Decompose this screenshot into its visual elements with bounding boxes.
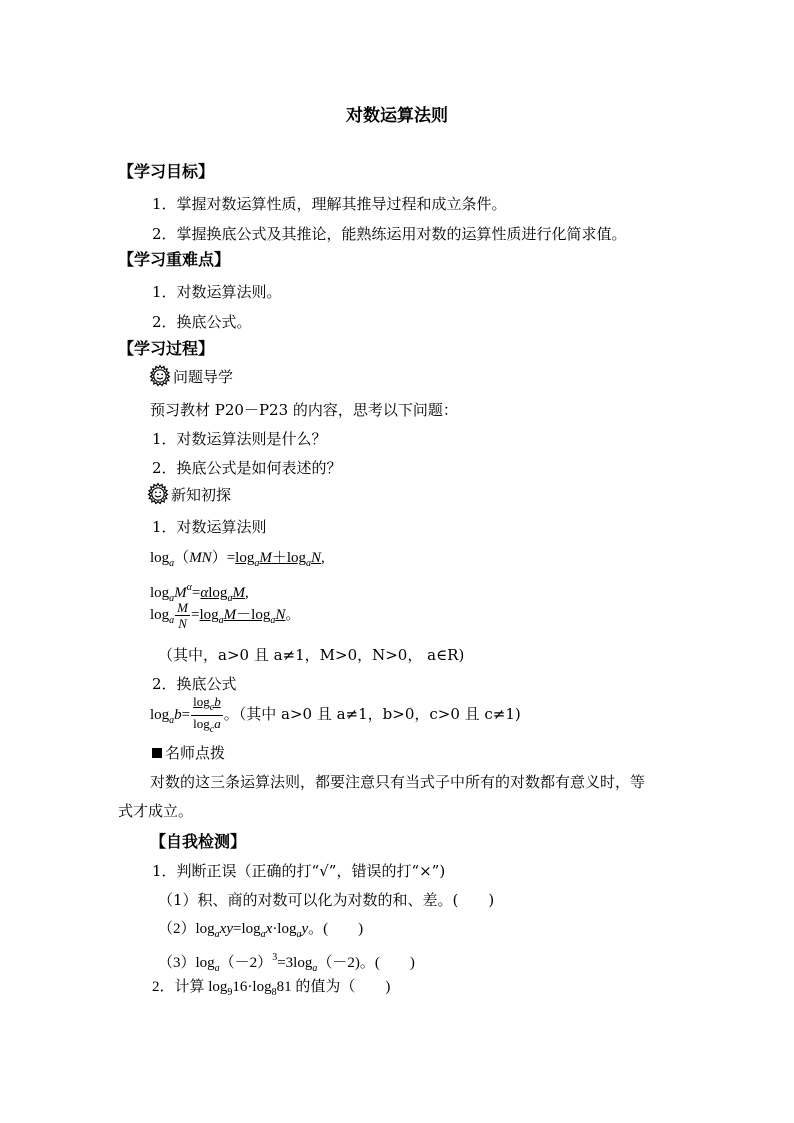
rule-title: 1．对数运算法则 [152,518,267,536]
tip-row [152,743,225,763]
guide-intro: 预习教材 P20－P23 的内容，思考以下问题： [150,401,458,419]
explore-label: 新知初探 [171,486,232,504]
goal-item-1: 1．掌握对数运算性质，理解其推导过程和成立条件。 [152,195,507,213]
guide-question-2: 2．换底公式是如何表述的？ [152,459,342,477]
self-check-heading: 【自我检测】 [150,832,247,851]
key-point-item-2: 2．换底公式。 [152,313,252,331]
page-title: 对数运算法则 [346,106,448,126]
question-1-item-3: $(3)\log_a(-2)^3=3\log_a(-2)$。( ) [158,952,415,974]
formula-power-rule: $\log_aM^\alpha=\alpha\log_aM$, [150,582,249,604]
guide-row [148,364,233,388]
smiley-sun-icon [146,482,170,506]
question-1: 1．判断正误（正确的打“√”，错误的打“×”) [152,862,446,880]
question-2: 2．计算 $\log_916\cdot\log_881$ 的值为（ ) [152,979,391,998]
formula-quotient-rule: $\log_a$ $\frac{M}{N}$ $=\log_aM-\log_aN$。 [150,600,301,632]
formula-base-change: $\log_ab=$ $\frac{\log_cb}{\log_ca}$ 。（其中 a>0 且 a≠1，b>0，c>0 且 c≠1) [150,694,521,735]
explore-row [146,482,231,506]
goals-heading: 【学习目标】 [118,162,215,181]
black-square-icon [152,748,162,758]
goal-item-2: 2．掌握换底公式及其推论，能熟练运用对数的运算性质进行化简求值。 [152,225,627,243]
tip-text-line-2: 式才成立。 [118,802,194,820]
base-change-condition: （其中 a>0 且 a≠1，b>0，c>0 且 c≠1) [238,704,521,723]
guide-question-1: 1．对数运算法则是什么？ [152,430,327,448]
formula-product-rule: $\log_a(MN)=\log_aM+\log_aN$, [150,550,325,569]
base-change-title: 2．换底公式 [152,675,237,693]
process-heading: 【学习过程】 [118,339,215,358]
key-points-heading: 【学习重难点】 [118,250,231,269]
question-1-item-1: （1）积、商的对数可以化为对数的和、差。( ) [158,891,495,909]
rule-condition: （其中，a>0 且 a≠1，M>0，N>0， a∈R) [158,646,465,664]
key-point-item-1: 1．对数运算法则。 [152,283,282,301]
question-1-item-2: $(2)\log_axy=\log_ax\cdot\log_ay$。( ) [158,921,364,940]
smiley-sun-icon [148,364,172,388]
tip-text-line-1: 对数的这三条运算法则，都要注意只有当式子中所有的对数都有意义时，等 [150,773,646,791]
tip-label: 名师点拨 [165,744,226,762]
guide-label: 问题导学 [173,368,234,386]
